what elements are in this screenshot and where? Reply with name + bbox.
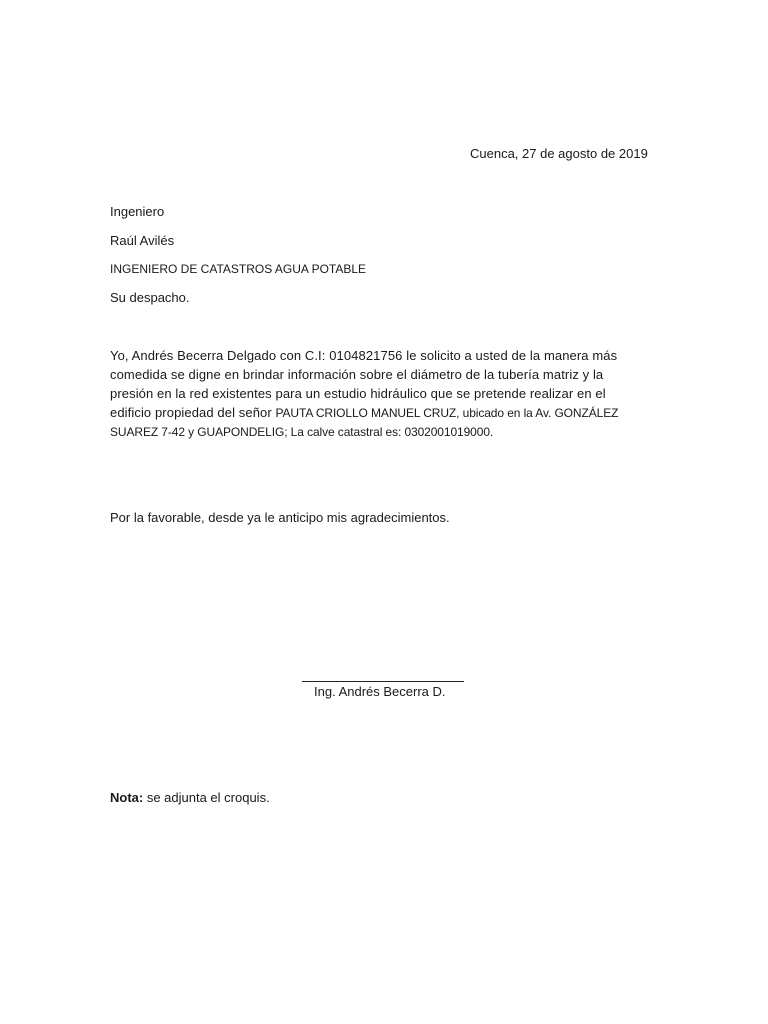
letter-closing: Por la favorable, desde ya le anticipo mis agradecimientos.	[110, 510, 450, 525]
body-line	[110, 403, 670, 423]
letter-body	[110, 346, 670, 442]
recipient-address: Su despacho.	[110, 290, 190, 305]
note-text: se adjunta el croquis.	[143, 790, 270, 805]
body-line: SUAREZ 7-42 y GUAPONDELIG; La calve catastral es: 0302001019000.	[110, 425, 494, 439]
recipient-title: Ingeniero	[110, 204, 165, 219]
body-line-text: edificio propiedad del señor	[110, 405, 276, 420]
body-line-owner-address: PAUTA CRIOLLO MANUEL CRUZ, ubicado en la Av. GONZÁLEZ	[275, 406, 619, 420]
body-line: presión en la red existentes para un estudio hidráulico que se pretende realizar en el	[110, 386, 606, 401]
letter-date: Cuenca, 27 de agosto de 2019	[470, 146, 648, 161]
note-label: Nota:	[110, 790, 144, 805]
body-line: Yo, Andrés Becerra Delgado con C.I: 0104821756 le solicito a usted de la manera más	[110, 348, 618, 363]
recipient-position: INGENIERO DE CATASTROS AGUA POTABLE	[110, 262, 367, 276]
body-line: comedida se digne en brindar información sobre el diámetro de la tubería matriz y la	[110, 367, 604, 382]
note	[110, 788, 270, 807]
recipient-name: Raúl Avilés	[110, 233, 175, 248]
signature-name: Ing. Andrés Becerra D.	[314, 684, 446, 699]
